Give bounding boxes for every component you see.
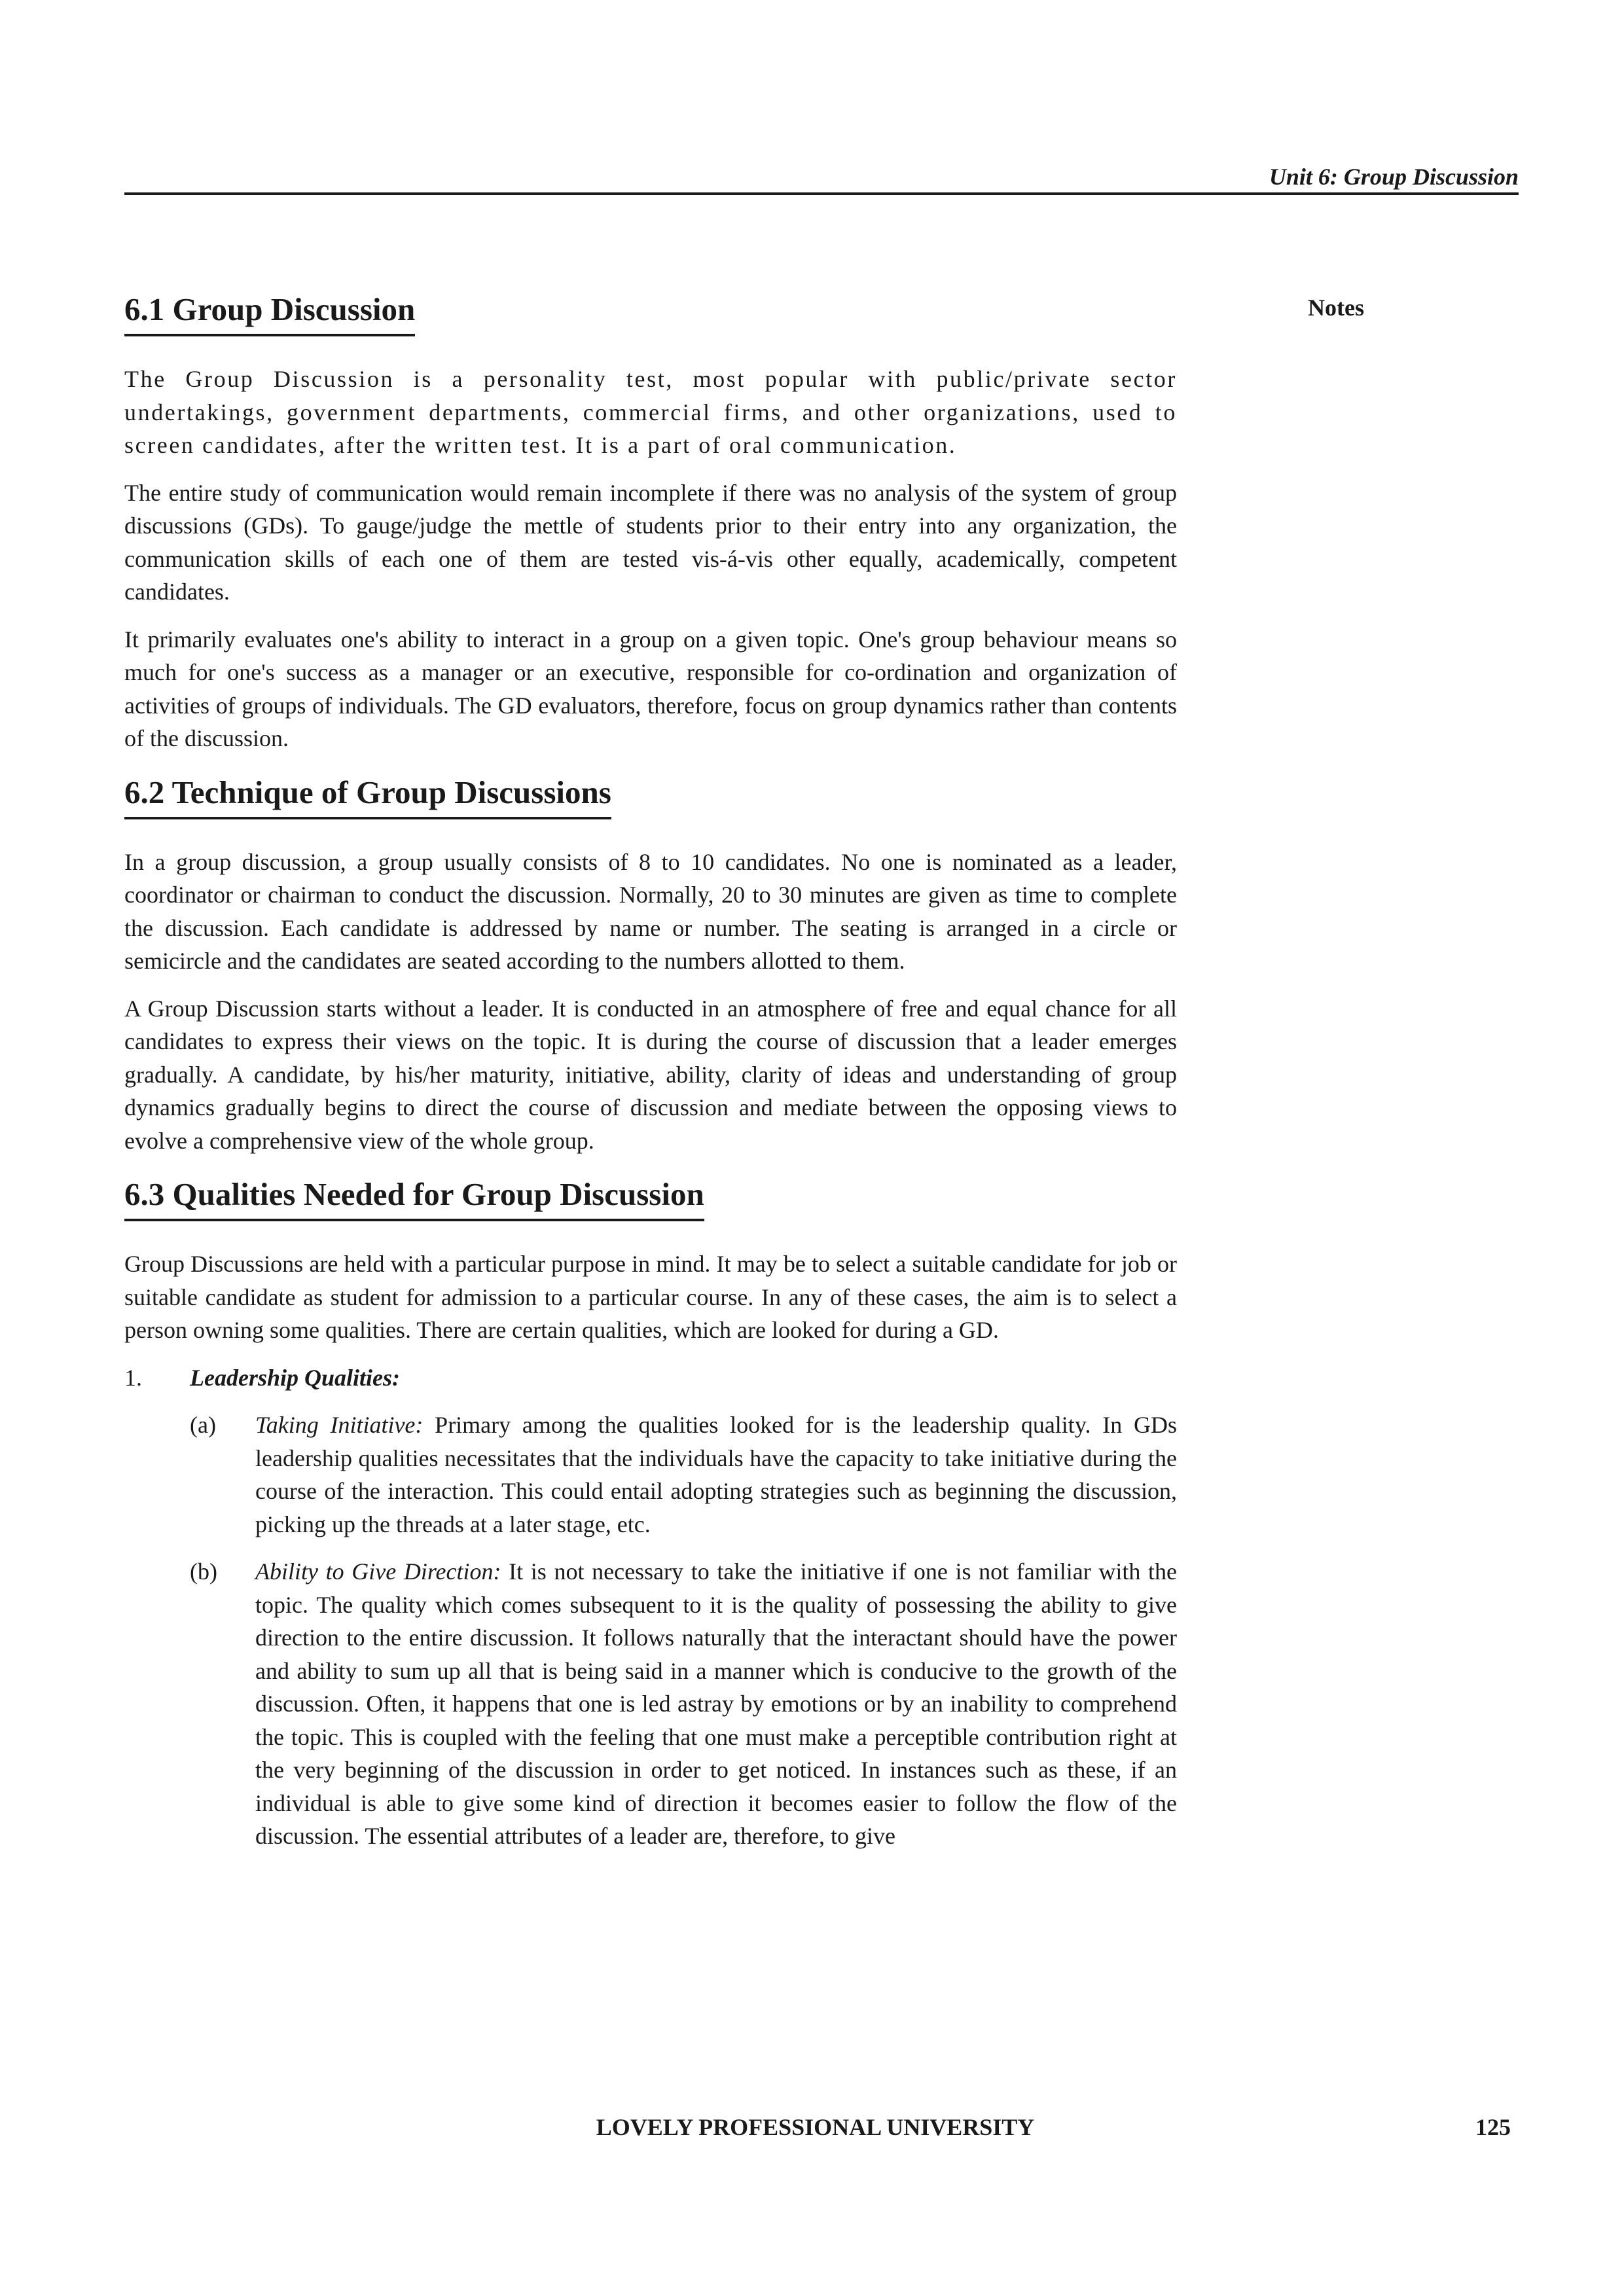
paragraph: It primarily evaluates one's ability to interact in a group on a given topic. One's group behaviour means so much for one's success as a manager or an executive, responsible for co-ordination and organization of activities of groups of individuals. The GD evaluators, therefore, focus on group dynamics rather than contents of the discussion. bbox=[124, 626, 1177, 751]
section-6-3 bbox=[124, 1172, 1177, 1853]
page-number: 125 bbox=[1475, 2114, 1511, 2140]
numbered-list-item bbox=[124, 1361, 1177, 1395]
section-heading: 6.1 Group Discussion bbox=[124, 287, 415, 336]
paragraph: The entire study of communication would remain incomplete if there was no analysis of the system of group discussions (GDs). To gauge/judge the mettle of students prior to their entry into any organization, the communication skills of each one of them are tested vis-á-vis other equally, academically, competent candidates. bbox=[124, 479, 1177, 605]
main-content bbox=[124, 287, 1177, 1867]
list-title: Leadership Qualities: bbox=[190, 1364, 400, 1391]
paragraph: A Group Discussion starts without a leader. It is conducted in an atmosphere of free and equal chance for all candidates to express their views on the topic. It is during the course of discussion that a leader emerges gradually. A candidate, by his/her maturity, initiative, ability, clarity of ideas and understanding of group dynamics gradually begins to direct the course of discussion and mediate between the opposing views to evolve a comprehensive view of the whole group. bbox=[124, 995, 1177, 1154]
list-number: 1. bbox=[124, 1364, 142, 1391]
section-heading: 6.3 Qualities Needed for Group Discussion bbox=[124, 1172, 704, 1221]
sub-item-label: (b) bbox=[190, 1558, 217, 1585]
sub-item-lead: Taking Initiative: bbox=[255, 1412, 424, 1438]
footer-institution: LOVELY PROFESSIONAL UNIVERSITY bbox=[596, 2114, 1035, 2140]
sub-item-label: (a) bbox=[190, 1412, 216, 1438]
sub-list-item bbox=[124, 1555, 1177, 1853]
paragraph: The Group Discussion is a personality test, most popular with public/private sector undertakings, government departments, commercial firms, and other organizations, used to screen candidates, after the written test. It is a part of oral communication. bbox=[124, 366, 1177, 458]
sub-item-text bbox=[255, 1408, 1177, 1541]
paragraph: In a group discussion, a group usually consists of 8 to 10 candidates. No one is nominated as a leader, coordinator or chairman to conduct the discussion. Normally, 20 to 30 minutes are given as time to complete the discussion. Each candidate is addressed by name or number. The seating is arranged in a circle or semicircle and the candidates are seated according to the numbers allotted to them. bbox=[124, 848, 1177, 974]
section-6-2 bbox=[124, 770, 1177, 1158]
sub-item-lead: Ability to Give Direction: bbox=[255, 1558, 501, 1585]
notes-margin-label: Notes bbox=[1308, 295, 1364, 321]
sub-item-text bbox=[255, 1555, 1177, 1853]
section-6-1 bbox=[124, 287, 1177, 755]
section-heading: 6.2 Technique of Group Discussions bbox=[124, 770, 611, 819]
sub-item-body: It is not necessary to take the initiative if one is not familiar with the topic. The quality which comes subsequent to it is the quality of possessing the ability to give direction to the entire discussion. It follows naturally that the interactant should have the power and ability to sum up all that is being said in a manner which is conducive to the growth of the discussion. Often, it happens that one is led astray by emotions or by an inability to comprehend the topic. This is coupled with the feeling that one must make a perceptible contribution right at the very beginning of the discussion in order to get noticed. In instances such as these, if an individual is able to give some kind of direction it becomes easier to follow the flow of the discussion. The essential attributes of a leader are, therefore, to give bbox=[255, 1558, 1177, 1849]
sub-item-body: Primary among the qualities looked for is the leadership quality. In GDs leadership qualities necessitates that the individuals have the capacity to take initiative during the course of the interaction. This could entail adopting strategies such as beginning the discussion, picking up the threads at a later stage, etc. bbox=[255, 1412, 1177, 1537]
sub-list-item bbox=[124, 1408, 1177, 1541]
paragraph: Group Discussions are held with a particular purpose in mind. It may be to select a suitable candidate for job or suitable candidate as student for admission to a particular course. In any of these cases, the aim is to select a person owning some qualities. There are certain qualities, which are looked for during a GD. bbox=[124, 1251, 1177, 1343]
header-rule bbox=[124, 192, 1519, 195]
running-head-title: Unit 6: Group Discussion bbox=[1269, 164, 1519, 190]
